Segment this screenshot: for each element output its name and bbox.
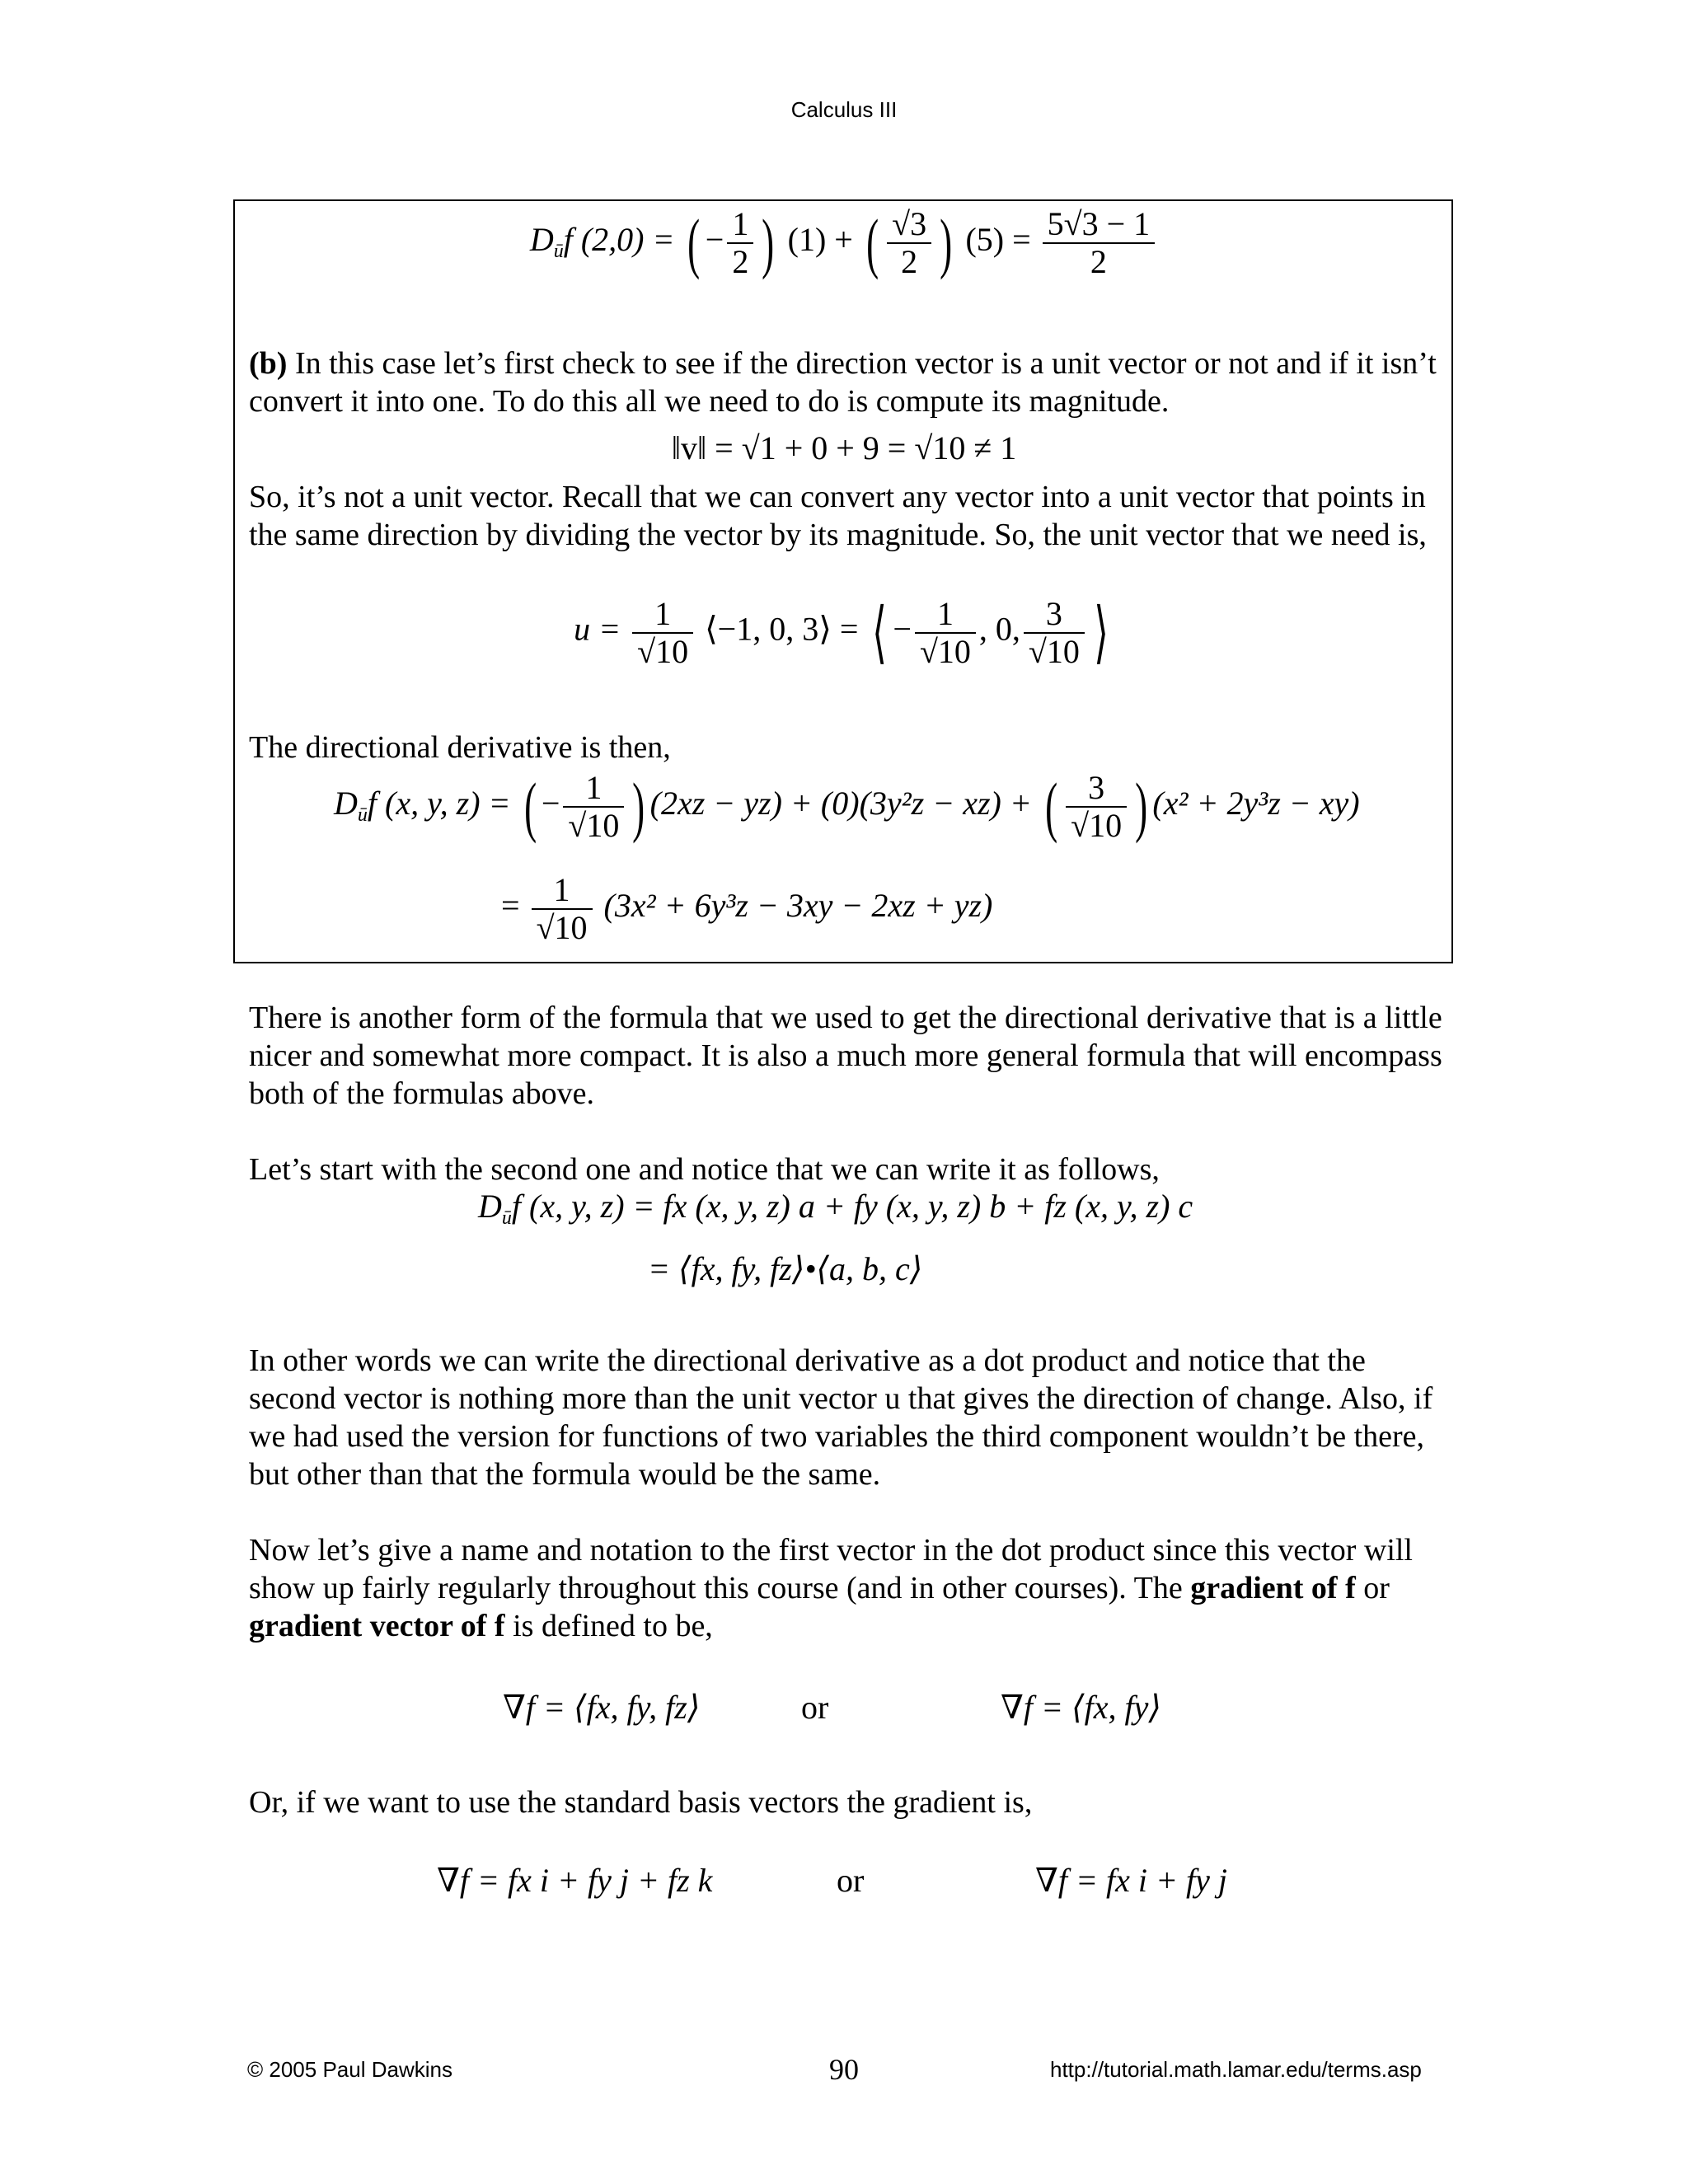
or-text-2: or	[837, 1862, 865, 1899]
footer-url[interactable]: http://tutorial.math.lamar.edu/terms.asp	[1050, 2057, 1422, 2082]
or-text-1: or	[801, 1689, 829, 1726]
formula-partials-sum: $D_ūf$ (x, y, z) = fx (x, y, z) a + fy (x, y, z) b + fz (x, y, z) c	[478, 1188, 1193, 1229]
paragraph-compact-form: There is another form of the formula that we used to get the directional derivative that is a little nicer and somewhat more compact. It is also a much more general formula that will encompass both of the formulas above.	[249, 1001, 1442, 1111]
gradient-basis-3d-equation: ∇f = fx i + fy j + fz k	[437, 1862, 713, 1899]
formula-dot-product: = ⟨fx, fy, fz⟩•⟨a, b, c⟩	[648, 1250, 923, 1287]
unit-vector-equation: u = $\frac{1}{√10}$ ⟨−1, 0, 3⟩ = ⟨ − $\frac{1}{√10}$ , 0, $\frac{3}{√10}$ ⟩	[574, 594, 1109, 670]
directional-derivative-expanded: $D_ūf$ (x, y, z) = ( − $\frac{1}{√10}$ ) (2xz − yz) + (0)(3y²z − xz) + ( $\frac{3}{√10}$ ) (x² + 2y³z − xy)	[334, 769, 1360, 844]
paragraph-second-one: Let’s start with the second one and notice that we can write it as follows,	[249, 1152, 1160, 1187]
page-header: Calculus III	[790, 97, 898, 122]
paragraph-dot-product: In other words we can write the directional derivative as a dot product and notice that the second vector is nothing more than the unit vector u that gives the direction of change. Also, if we had used the version for functions of two variables the third component wouldn’t be there, but other than that the formula would be the same.	[249, 1343, 1433, 1492]
gradient-basis-2d-equation: ∇f = fx i + fy j	[1035, 1862, 1227, 1899]
example-box	[233, 199, 1453, 963]
page-number: 90	[829, 2053, 859, 2086]
paragraph-gradient-definition: Now let’s give a name and notation to the first vector in the dot product since this vector will show up fairly regularly throughout this course (and in other courses). The gradient of f or gradient vector of f is defined to be,	[249, 1533, 1413, 1643]
magnitude-equation: ‖v‖ = √1 + 0 + 9 = √10 ≠ 1	[671, 429, 1017, 466]
equation-dir-deriv-point: $D_ūf$ (2,0) = ( − $\frac{1}{2}$ ) (1) + ( $\frac{√3}{2}$ ) (5) = $\frac{5√3 - 1}{2}$	[0, 204, 1688, 282]
gradient-3d-equation: ∇f = ⟨fx, fy, fz⟩	[503, 1689, 701, 1726]
directional-derivative-intro: The directional derivative is then,	[249, 730, 671, 765]
part-b-paragraph: (b) In this case let’s first check to see if the direction vector is a unit vector or not and if it isn’t convert it into one. To do this all we need to do is compute its magnitude.	[249, 346, 1437, 419]
unit-vector-paragraph: So, it’s not a unit vector. Recall that we can convert any vector into a unit vector that points in the same direction by dividing the vector by its magnitude. So, the unit vector that we need is,	[249, 480, 1427, 552]
gradient-2d-equation: ∇f = ⟨fx, fy⟩	[1001, 1689, 1161, 1726]
directional-derivative-simplified: = $\frac{1}{√10}$ (3x² + 6y³z − 3xy − 2xz + yz)	[501, 871, 993, 946]
paragraph-basis-vectors: Or, if we want to use the standard basis vectors the gradient is,	[249, 1785, 1033, 1820]
footer-copyright: © 2005 Paul Dawkins	[247, 2057, 452, 2082]
